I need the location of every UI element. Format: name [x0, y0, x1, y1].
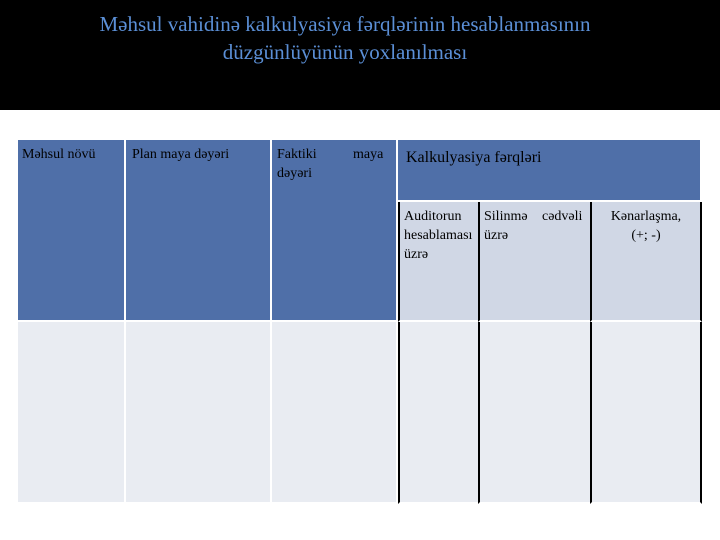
slide-title-line-2: düzgünlüyünün yoxlanılması [222, 40, 468, 64]
header-actual-cost [272, 140, 398, 322]
subheader-by-writeoff-word-2: cədvəli [542, 209, 583, 224]
header-plan-cost [126, 140, 272, 322]
subheader-by-writeoff-word-3: üzrə [484, 228, 509, 243]
header-product-type-label: Məhsul növü [22, 147, 96, 162]
slide-title-line-1: Məhsul vahidinə kalkulyasiya fərqlərinin hesablanmasının [99, 12, 591, 36]
subheader-by-auditor [398, 202, 480, 322]
table-cell-plan-cost [126, 322, 272, 504]
subheader-by-writeoff-word-1: Silinmə [484, 209, 528, 224]
subheader-deviation-line-2: (+; -) [631, 228, 661, 243]
header-calc-differences [398, 140, 702, 202]
header-actual-cost-word-2: maya [353, 147, 384, 162]
slide-title [0, 10, 690, 66]
header-actual-cost-label [277, 145, 390, 183]
calculation-table [18, 140, 702, 504]
header-product-type [18, 140, 126, 322]
table-cell-deviation [590, 322, 702, 504]
subheader-deviation-line-1: Kənarlaşma, [610, 209, 682, 224]
subheader-deviation-label [596, 207, 696, 245]
header-actual-cost-word-3: dəyəri [277, 166, 312, 181]
table-cell-by-auditor [398, 322, 480, 504]
subheader-by-writeoff-label [484, 207, 586, 245]
table-cell-product-type [18, 322, 126, 504]
title-band [0, 0, 720, 110]
header-calc-differences-label: Kalkulyasiya fərqləri [406, 149, 542, 166]
table-cell-actual-cost [272, 322, 398, 504]
subheader-by-writeoff [478, 202, 592, 322]
header-plan-cost-label: Plan maya dəyəri [132, 147, 230, 162]
subheader-deviation [590, 202, 702, 322]
table-cell-by-writeoff [478, 322, 592, 504]
header-actual-cost-word-1: Faktiki [277, 147, 317, 162]
subheader-by-auditor-label: Auditorun hesablaması üzrə [404, 209, 473, 262]
